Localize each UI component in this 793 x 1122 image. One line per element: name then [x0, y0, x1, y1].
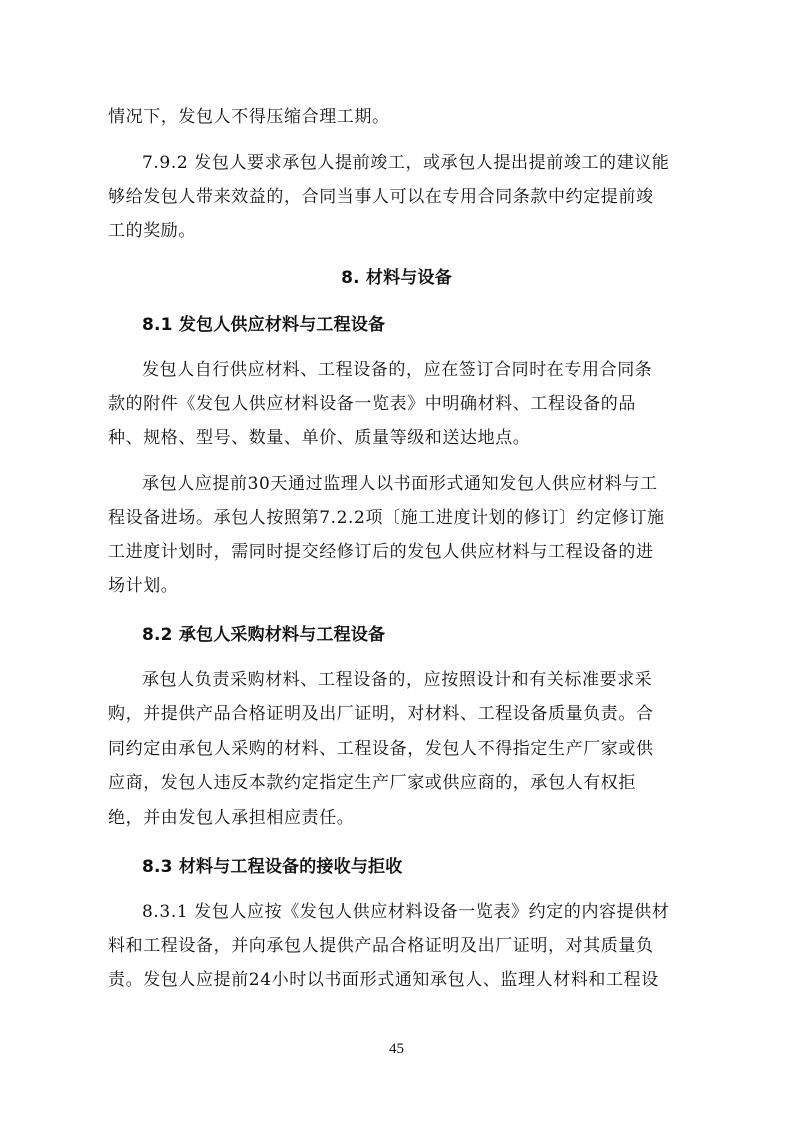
paragraph-line: 款的附件《发包人供应材料设备一览表》中明确材料、工程设备的品 [108, 394, 636, 414]
page-number: 45 [389, 1041, 404, 1057]
paragraph-line: 7.9.2 发包人要求承包人提前竣工，或承包人提出提前竣工的建议能 [142, 153, 670, 173]
paragraph-line: 责。发包人应提前24小时以书面形式通知承包人、监理人材料和工程设 [108, 970, 659, 990]
paragraph-line: 够给发包人带来效益的，合同当事人可以在专用合同条款中约定提前竣 [108, 187, 654, 207]
paragraph-line: 承包人负责采购材料、工程设备的，应按照设计和有关标准要求采 [142, 670, 653, 690]
paragraph-line: 工进度计划时，需同时提交经修订后的发包人供应材料与工程设备的进 [108, 542, 654, 562]
paragraph-line: 承包人应提前30天通过监理人以书面形式通知发包人供应材料与工 [142, 474, 658, 494]
paragraph-line: 购，并提供产品合格证明及出厂证明，对材料、工程设备质量负责。合 [108, 704, 654, 724]
paragraph-line: 情况下，发包人不得压缩合理工期。 [108, 107, 390, 127]
paragraph-line: 绝，并由发包人承担相应责任。 [108, 808, 355, 828]
paragraph-line: 程设备进场。承包人按照第7.2.2项〔施工进度计划的修订〕约定修订施 [108, 508, 665, 528]
section-heading: 8.1 发包人供应材料与工程设备 [142, 315, 386, 335]
paragraph-line: 工的奖励。 [108, 221, 196, 241]
paragraph-line: 种、规格、型号、数量、单价、质量等级和送达地点。 [108, 428, 531, 448]
section-heading: 8.2 承包人采购材料与工程设备 [142, 625, 386, 645]
section-heading: 8.3 材料与工程设备的接收与拒收 [142, 857, 403, 877]
paragraph-line: 8.3.1 发包人应按《发包人供应材料设备一览表》约定的内容提供材 [142, 902, 670, 922]
paragraph-line: 同约定由承包人采购的材料、工程设备，发包人不得指定生产厂家或供 [108, 739, 654, 759]
paragraph-line: 料和工程设备，并向承包人提供产品合格证明及出厂证明，对其质量负 [108, 936, 654, 956]
chapter-heading: 8. 材料与设备 [341, 268, 452, 288]
paragraph-line: 发包人自行供应材料、工程设备的，应在签订合同时在专用合同条 [142, 360, 653, 380]
paragraph-line: 场计划。 [108, 576, 179, 596]
paragraph-line: 应商，发包人违反本款约定指定生产厂家或供应商的，承包人有权拒 [108, 773, 636, 793]
